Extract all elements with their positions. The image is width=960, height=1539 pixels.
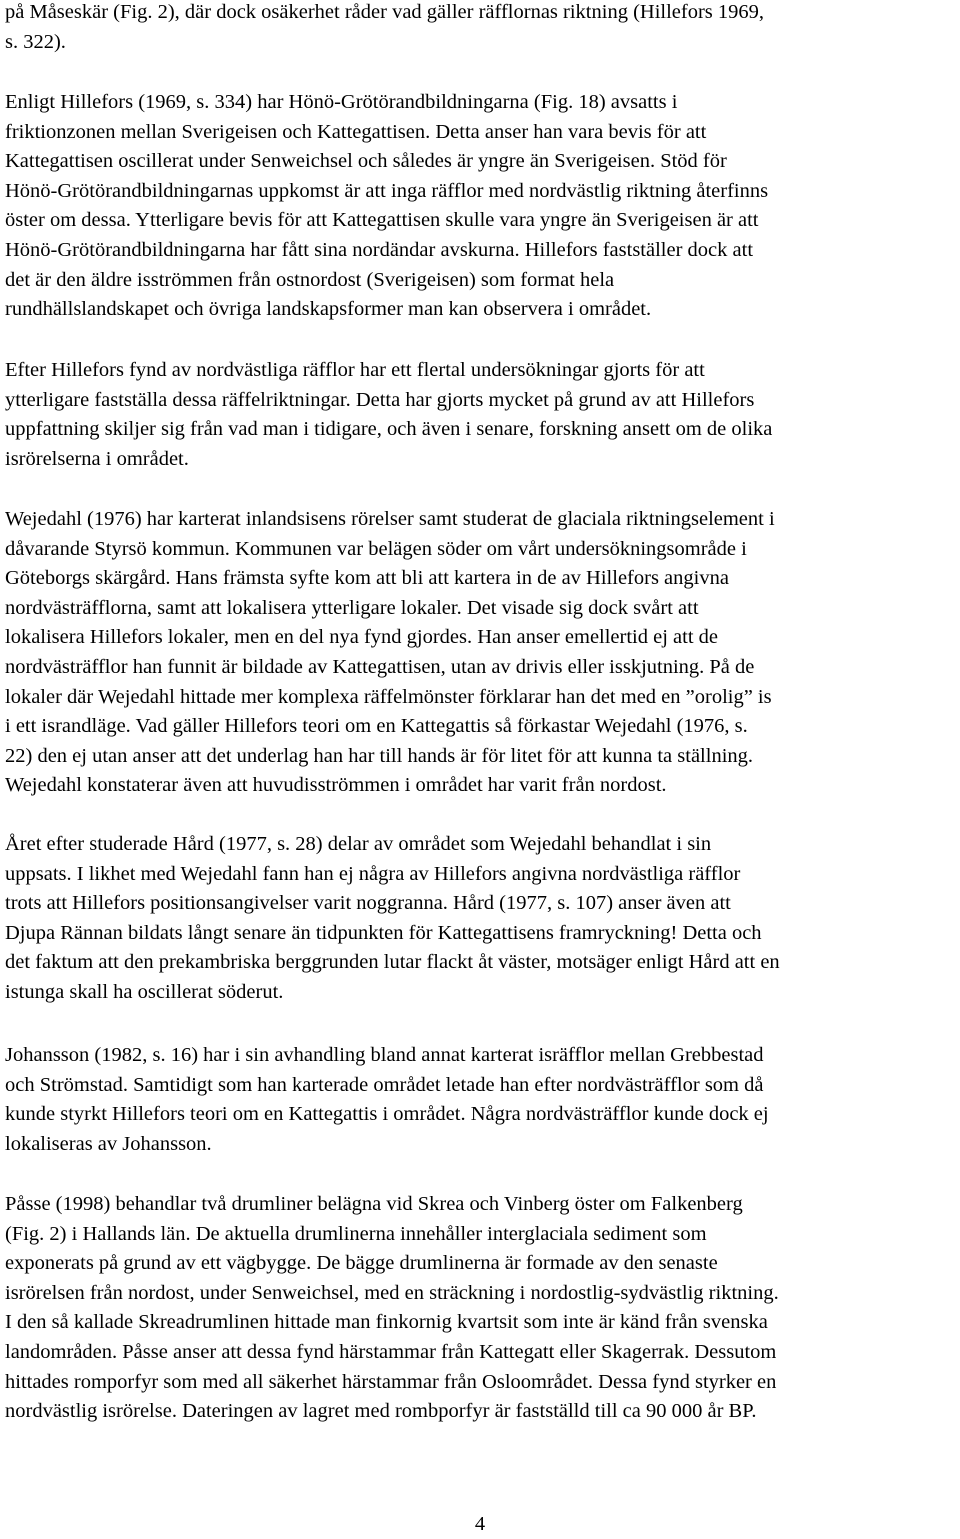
paragraph-hillefors-1969: Enligt Hillefors (1969, s. 334) har Hönö-Grötörandbildningarna (Fig. 18) avsatts i friktionzonen mellan Sverigeisen och Kattegattisen. Detta anser han vara bevis för att Kattegattisen oscillerat under Senweichsel och således är yngre än Sverigeisen. Stöd för Hönö-Grötörandbildningarnas uppkomst är att inga räfflor med nordvästlig riktning återfinns öster om dessa. Ytterligare bevis för att Kattegattisen skulle vara yngre än Sverigeisen är att Hönö-Grötörandbildningarna har fått sina nordändar avskurna. Hillefors fastställer dock att det är den äldre isströmmen från ostnordost (Sverigeisen) som format hela rundhällslandskapet och övriga landskapsformer man kan observera i området. xyxy=(5,91,769,321)
paragraph-hard-1977: Året efter studerade Hård (1977, s. 28) delar av området som Wejedahl behandlat i sin uppsats. I likhet med Wejedahl fann han ej några av Hillefors angivna nordvästliga räfflor trots att Hillefors positionsangivelser varit noggranna. Hård (1977, s. 107) anser även att Djupa Rännan bildats långt senare än tidpunkten för Kattegattisens framryckning! Detta och det faktum att den prekambriska berggrunden lutar flackt åt väster, motsäger enligt Hård att en istunga skall ha oscillerat söderut. xyxy=(5,833,780,1003)
page-number: 4 xyxy=(474,1513,486,1535)
paragraph-wejedahl-1976: Wejedahl (1976) har karterat inlandsisens rörelser samt studerat de glaciala riktningselement i dåvarande Styrsö kommun. Kommunen var belägen söder om vårt undersökningsområde i Göteborgs skärgård. Hans främsta syfte kom att bli att kartera in de av Hillefors angivna nordvästräfflorna, samt att lokalisera ytterligare lokaler. Det visade sig dock svårt att lokalisera Hillefors lokaler, men en del nya fynd gjordes. Han anser emellertid ej att de nordvästräfflor han funnit är bildade av Kattegattisen, utan av drivis eller isskjutning. På de lokaler där Wejedahl hittade mer komplexa räffelmönster förklarar han det med en ”orolig” is i ett israndläge. Vad gäller Hillefors teori om en Kattegattis så förkastar Wejedahl (1976, s. 22) den ej utan anser att det underlag han har till hands är för litet för att kunna ta ställning. Wejedahl konstaterar även att huvudisströmmen i området har varit från nordost. xyxy=(5,508,775,797)
paragraph-johansson-1982: Johansson (1982, s. 16) har i sin avhandling bland annat karterat isräfflor mellan Grebbestad och Strömstad. Samtidigt som han karterade området letade han efter nordvästräfflor som då kunde styrkt Hillefors teori om en Kattegattis i området. Några nordvästräfflor kunde dock ej lokaliseras av Johansson. xyxy=(5,1044,769,1155)
paragraph-maseskar: på Måseskär (Fig. 2), där dock osäkerhet råder vad gäller räfflornas riktning (Hillefors 1969, s. 322). xyxy=(5,1,765,53)
paragraph-passe-1998: Påsse (1998) behandlar två drumliner belägna vid Skrea och Vinberg öster om Falkenberg (Fig. 2) i Hallands län. De aktuella drumlinerna innehåller interglaciala sediment som exponerats på grund av ett vägbygge. De bägge drumlinerna är formade av den senaste isrörelsen från nordost, under Senweichsel, med en sträckning i nordostlig-sydvästlig riktning. I den så kallade Skreadrumlinen hittade man finkornig kvartsit som inte är känd från svenska landområden. Påsse anser att dessa fynd härstammar från Kattegatt eller Skagerrak. Dessutom hittades romporfyr som med all säkerhet härstammar från Osloområdet. Dessa fynd styrker en nordvästlig isrörelse. Dateringen av lagret med rombporfyr är fastställd till ca 90 000 år BP. xyxy=(5,1193,779,1423)
paragraph-after-hillefors: Efter Hillefors fynd av nordvästliga räfflor har ett flertal undersökningar gjorts för att ytterligare fastställa dessa räffelriktningar. Detta har gjorts mycket på grund av att Hillefors uppfattning skiljer sig från vad man i tidigare, och även i senare, forskning ansett om de olika isrörelserna i området. xyxy=(5,359,773,470)
